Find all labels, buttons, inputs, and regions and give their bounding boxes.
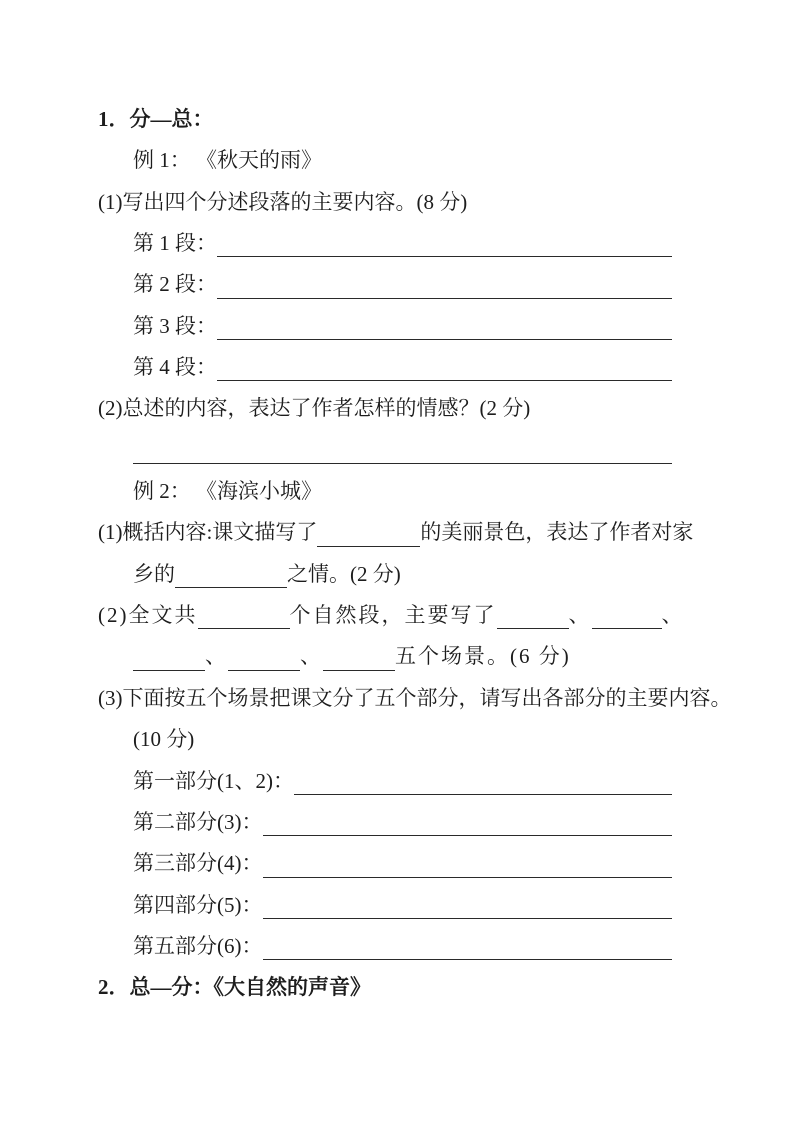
answer-underline [133,463,672,464]
example-2-q3-prompt [98,678,732,719]
example-1-q2-prompt [98,388,694,429]
text-segment: 第四部分(5)： [133,892,263,917]
example-1-q1-answer-line-1 [98,223,694,264]
text-segment: 第五部分(6)： [133,933,263,958]
text-segment: 之情。(2 分) [287,561,401,586]
example-2-q1-line-1 [98,512,694,553]
section-1-heading [98,99,694,140]
text-segment: 1．分—总： [98,107,214,131]
text-segment: (2)全文共 [98,603,198,628]
answer-underline [217,339,672,340]
answer-underline [263,877,673,878]
example-2-q3-part-5 [98,926,694,967]
text-segment: 例 1： 《秋天的雨》 [133,148,322,173]
text-segment: 2．总—分：《大自然的声音》 [98,975,371,1000]
answer-underline [294,794,672,795]
blank-underline [497,628,569,629]
example-2-q3-part-3 [98,843,694,884]
example-1-q1-answer-line-3 [98,306,694,347]
blank-underline [175,587,287,588]
example-2-q3-points [98,719,694,760]
text-segment: 、 [661,603,685,628]
blank-underline [323,670,395,671]
answer-underline [263,918,673,919]
worksheet-content [98,99,732,1009]
example-1-q1-prompt [98,182,694,223]
answer-underline [217,256,672,257]
text-segment: 第三部分(4)： [133,851,263,876]
answer-underline [217,298,672,299]
blank-underline [317,546,420,547]
blank-underline [592,628,662,629]
text-segment: 第 1 段： [133,231,217,256]
text-segment: 的美丽景色，表达了作者对家 [420,520,694,545]
text-segment: 五个场景。(6 分) [395,644,571,669]
text-segment: 第 2 段： [133,272,217,297]
blank-underline [198,628,290,629]
example-2-q3-part-2 [98,802,694,843]
text-segment: 乡的 [133,561,175,586]
example-2-q2-line-2 [98,636,694,677]
text-segment: 第 3 段： [133,313,217,338]
text-segment: 第一部分(1、2)： [133,768,294,793]
example-1-q1-answer-line-4 [98,347,694,388]
example-1-q2-answer-line [98,430,694,471]
example-2-title [98,471,694,512]
text-segment: 个自然段，主要写了 [289,603,497,628]
text-segment: 第 4 段： [133,355,217,380]
text-segment: (2)总述的内容，表达了作者怎样的情感？(2 分) [98,396,531,421]
text-segment: (3)下面按五个场景把课文分了五个部分，请写出各部分的主要内容。 [98,685,732,710]
example-1-q1-answer-line-2 [98,264,694,305]
text-segment: 第二部分(3)： [133,809,263,834]
blank-underline [228,670,300,671]
example-2-q3-part-4 [98,885,694,926]
text-segment: (1)写出四个分述段落的主要内容。(8 分) [98,189,468,214]
example-2-q2-line-1 [98,595,694,636]
answer-underline [263,835,673,836]
text-segment: 例 2： 《海滨小城》 [133,479,322,504]
blank-underline [133,670,205,671]
example-2-q1-line-2 [98,554,694,595]
text-segment: (10 分) [133,727,195,752]
text-segment: 、 [568,603,592,628]
example-1-title [98,140,694,181]
answer-underline [217,380,672,381]
answer-underline [263,959,673,960]
section-2-heading [98,967,694,1008]
example-2-q3-part-1 [98,761,694,802]
text-segment: 、 [300,644,323,669]
text-segment: 、 [205,644,228,669]
text-segment: (1)概括内容:课文描写了 [98,520,318,545]
